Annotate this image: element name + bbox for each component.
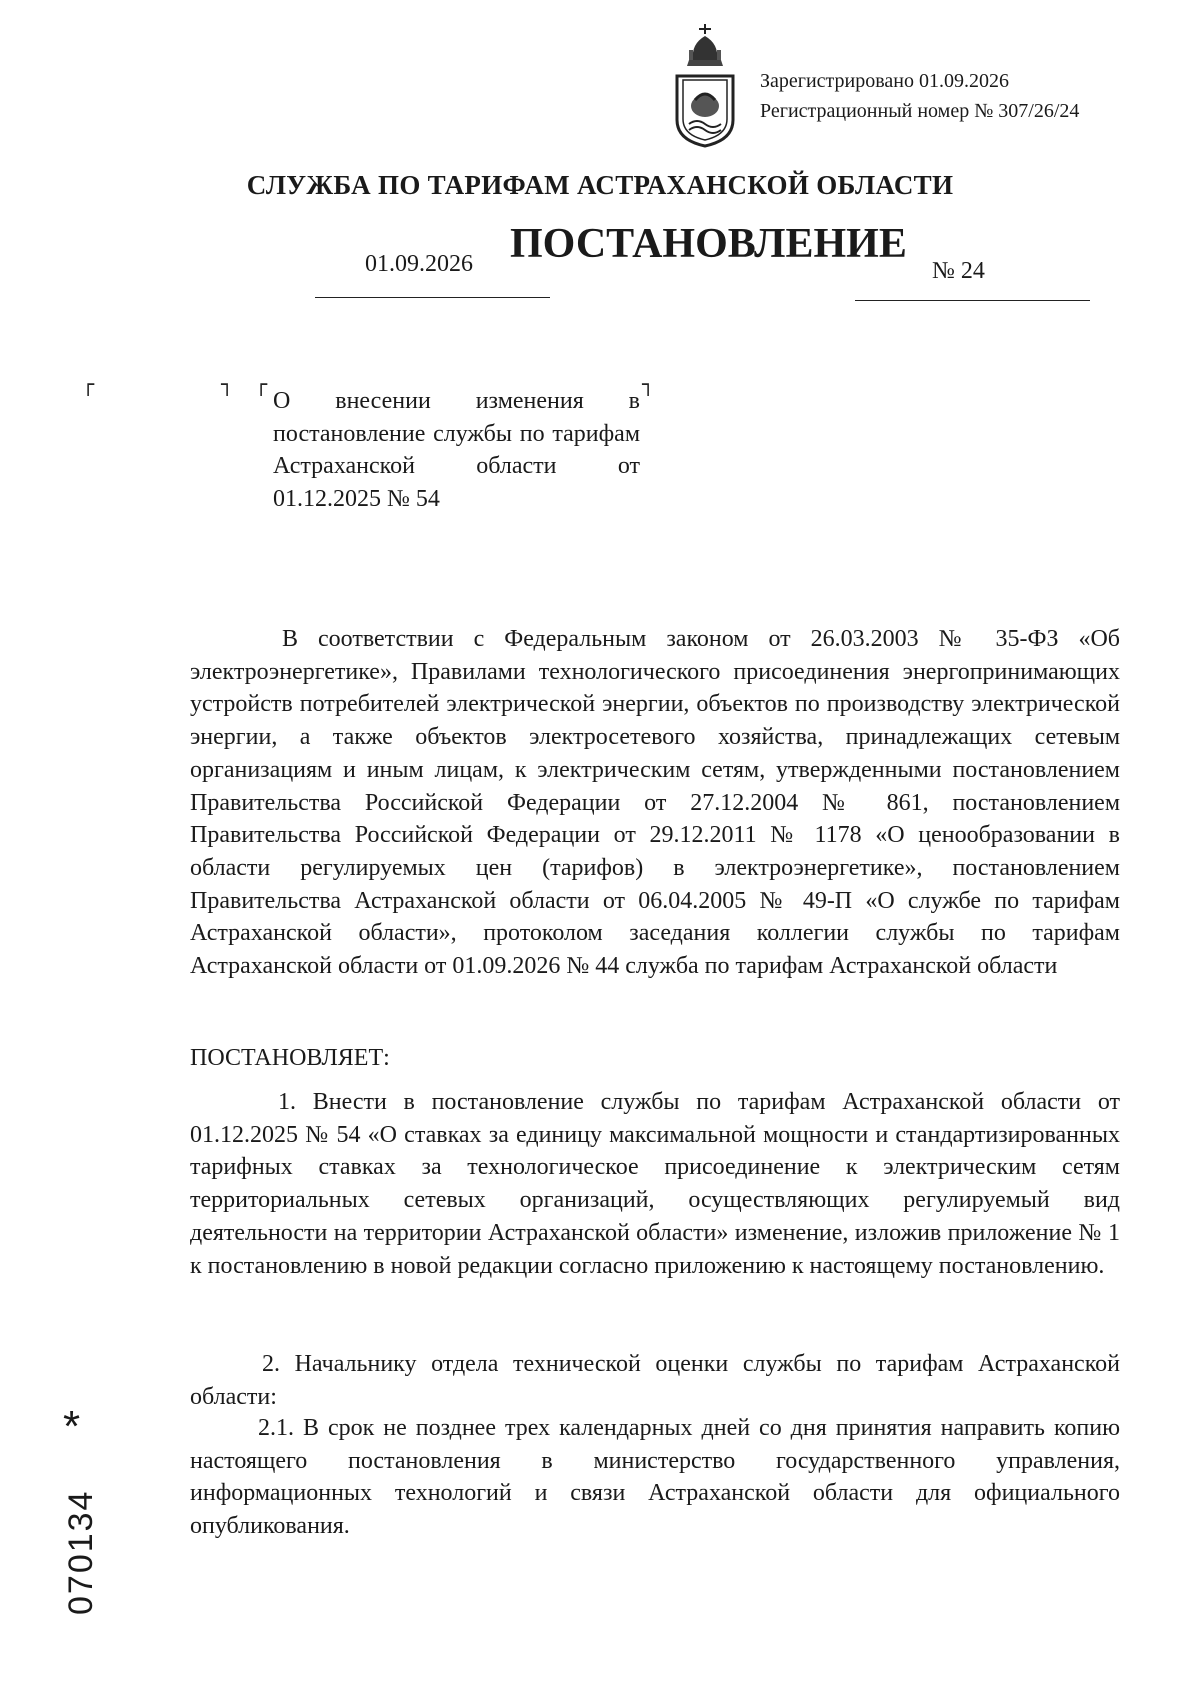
item-1-paragraph: 1. Внести в постановление службы по тарифам Астраханской области от 01.12.2025 № 54 «О ставках за единицу максимальной мощности и стандартизированных тарифных ставках за технологическое присоединение к электрическим сетям территориальных сетевых организаций, осуществляющих регулируемый вид деятельности на территории Астраханской области» изменение, изложив приложение № 1 к постановлению в новой редакции согласно приложению к настоящему постановлению. [190, 1089, 1120, 1279]
side-asterisk: * [63, 1402, 81, 1451]
side-document-code: 070134 [62, 1489, 100, 1615]
item-2-1-paragraph: 2.1. В срок не позднее трех календарных дней со дня принятия направить копию настоящего постановления в министерство государственного управления, информационных технологий и связи Астраханской области для официального опубликования. [190, 1415, 1120, 1540]
document-date: 01.09.2026 [365, 251, 473, 277]
date-underline [315, 297, 550, 298]
corner-mark-left-b: ┌ [255, 372, 268, 396]
document-subject: О внесении изменения в постановление службы по тарифам Астраханской области от 01.12.2025 № 54 [273, 388, 640, 512]
corner-mark-top-left: ┌ [82, 372, 95, 396]
number-underline [855, 300, 1090, 301]
registration-date: Зарегистрировано 01.09.2026 [760, 70, 1010, 92]
preamble-paragraph: В соответствии с Федеральным законом от 26.03.2003 № 35-ФЗ «Об электроэнергетике», Правилами технологического присоединения энергопринимающих устройств потребителей электрической энергии, объектов по производству электрической энергии, а также объектов электросетевого хозяйства, принадлежащих сетевым организациям и иным лицам, к электрическим сетям, утвержденными постановлением Правительства Российской Федерации от 27.12.2004 № 861, постановлением Правительства Российской Федерации от 29.12.2011 № 1178 «О ценообразовании в области регулируемых цен (тарифов) в электроэнергетике», постановлением Правительства Астраханской области от 06.04.2005 № 49-П «О службе по тарифам Астраханской области», протоколом заседания коллегии службы по тарифам Астраханской области от 01.09.2026 № 44 служба по тарифам Астраханской области [190, 626, 1120, 980]
registration-number: Регистрационный номер № 307/26/24 [760, 100, 1080, 122]
coat-of-arms-emblem [665, 20, 745, 150]
item-2-paragraph: 2. Начальнику отдела технической оценки службы по тарифам Астраханской области: [190, 1351, 1120, 1410]
corner-mark-left-a: ┐ [221, 372, 234, 396]
corner-mark-right: ┐ [642, 372, 655, 396]
decree-word: ПОСТАНОВЛЯЕТ: [190, 1045, 390, 1071]
document-type: ПОСТАНОВЛЕНИЕ [510, 221, 907, 267]
document-number: № 24 [932, 258, 985, 284]
registration-stamp [760, 66, 1079, 126]
agency-name: СЛУЖБА ПО ТАРИФАМ АСТРАХАНСКОЙ ОБЛАСТИ [246, 170, 954, 200]
